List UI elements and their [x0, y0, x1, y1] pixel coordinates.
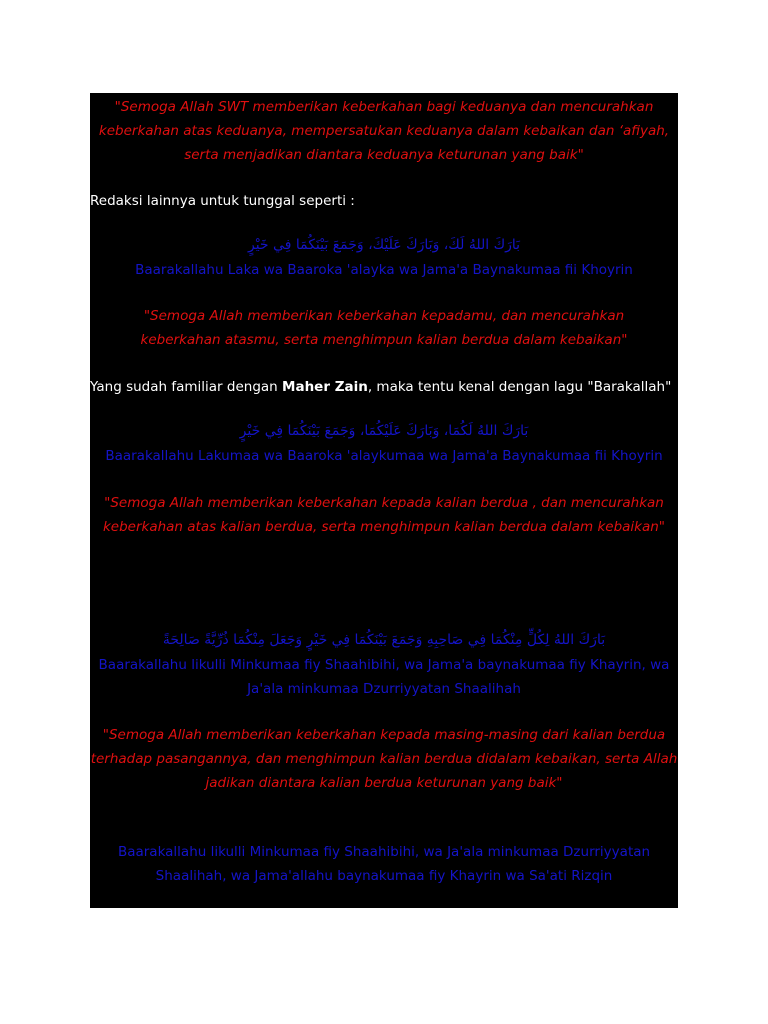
doa4-arabic: بَارَكَ اللهُ لِكُلٍّ مِنْكُمَا فِي صَاحِبِهِ وَجَمَعَ بَيْنَكُمَا فِي خَيْرٍ وَجَعَلَ مِنْكُمَا ذُرِّيَّةً صَالِحَةً [162, 632, 606, 648]
doa2-translation: "Semoga Allah memberikan keberkahan kepadamu, dan mencurahkan keberkahan atasmu, serta menghimpun kalian berdua dalam kebaikan" [140, 308, 628, 348]
intro-single-text: Redaksi lainnya untuk tunggal seperti : [90, 193, 355, 209]
doa2-arabic: بَارَكَ اللهُ لَكَ، وَبَارَكَ عَلَيْكَ، وَجَمَعَ بَيْنَكُمَا فِي خَيْرٍ [247, 237, 521, 253]
doa1-translation: "Semoga Allah SWT memberikan keberkahan bagi keduanya dan mencurahkan keberkahan atas keduanya, mempersatukan keduanya dalam kebaikan dan ‘afiyah, serta menjadikan diantara keduanya keturunan yang baik" [98, 99, 670, 163]
maher-zain-name: Maher Zain [282, 379, 368, 395]
doa3-translation: "Semoga Allah memberikan keberkahan kepada kalian berdua , dan mencurahkan keberkahan atas kalian berdua, serta menghimpun kalian berdua dalam kebaikan" [102, 495, 666, 535]
intro-maher-after: , maka tentu kenal dengan lagu "Barakallah" [367, 379, 672, 395]
document-panel [90, 93, 678, 908]
doa3-latin: Baarakallahu Lakumaa wa Baaroka 'alaykumaa wa Jama'a Baynakumaa fii Khoyrin [105, 448, 663, 464]
intro-maher-text [90, 375, 678, 399]
doa3-arabic: بَارَكَ اللهُ لَكُمَا، وَبَارَكَ عَلَيْكُمَا، وَجَمَعَ بَيْنَكُمَا فِي خَيْرٍ [239, 423, 529, 439]
doa4-latin: Baarakallahu likulli Minkumaa fiy Shaahibihi, wa Jama'a baynakumaa fiy Khayrin, wa Ja'ala minkumaa Dzurriyyatan Shaalihah [98, 657, 670, 697]
doa5-latin: Baarakallahu likulli Minkumaa fiy Shaahibihi, wa Ja'ala minkumaa Dzurriyyatan Shaalihah, wa Jama'allahu baynakumaa fiy Khayrin wa Sa'ati Rizqin [117, 844, 651, 884]
doa4-translation: "Semoga Allah memberikan keberkahan kepada masing-masing dari kalian berdua terhadap pasangannya, dan menghimpun kalian berdua didalam kebaikan, serta Allah jadikan diantara kalian berdua keturunan yang baik" [90, 727, 678, 791]
doa2-latin: Baarakallahu Laka wa Baaroka 'alayka wa Jama'a Baynakumaa fii Khoyrin [135, 262, 633, 278]
intro-maher-before: Yang sudah familiar dengan [90, 379, 283, 395]
